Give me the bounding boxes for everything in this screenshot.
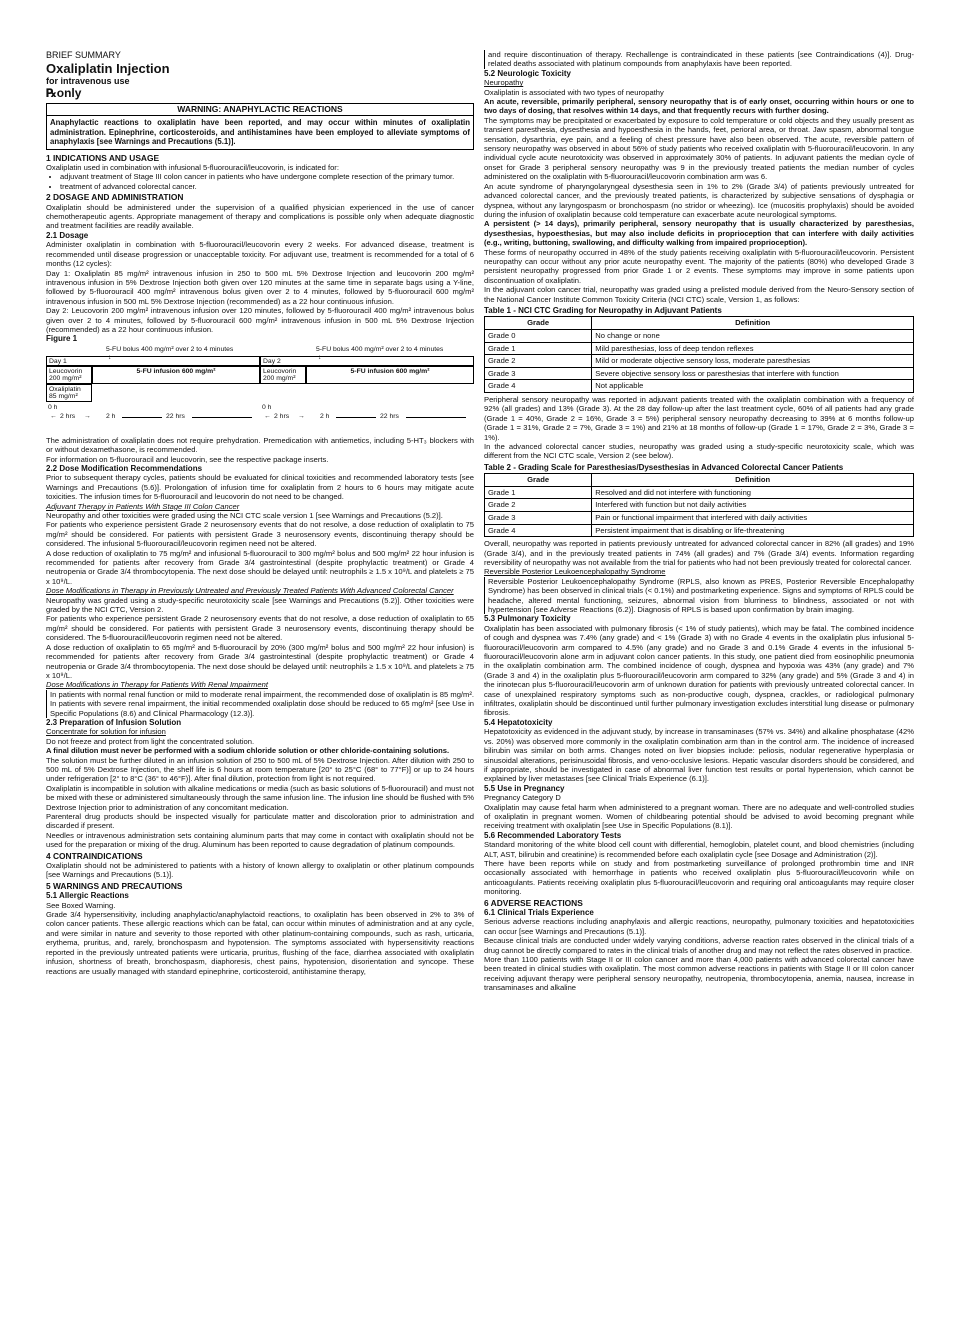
- paragraph: Reversible Posterior Leukoencephalopathy Syndrome (RPLS, also known as PRES, Posterior Reversible Encephalopathy Syndrome) has been observed in clinical trials (< 0.1%) and postmarketing experience. Signs and symptoms of RPLS could be headache, altered mental functioning, seizures, abnormal vision from blurriness to blindness, associated or not with hypertension [see Adverse Reactions (6.2)]. Diagnosis of RPLS is based upon confirmation by brain imaging.: [484, 577, 914, 615]
- leucovorin-cell: Leucovorin 200 mg/m²: [260, 366, 306, 384]
- paragraph: Standard monitoring of the white blood cell count with differential, hemoglobin, platelet count, and blood chemistries (including ALT, AST, bilirubin and creatinine) is recommended before each oxaliplatin cycle [see Dosage and Administration (2)].: [484, 840, 914, 859]
- right-column: [484, 50, 914, 993]
- boxed-warning-title: WARNING: ANAPHYLACTIC REACTIONS: [47, 104, 473, 116]
- paragraph: Oxaliplatin may cause fetal harm when administered to a pregnant woman. There are no adequate and well-controlled studies of oxaliplatin in pregnant women. Women of childbearing potential should be advised to avoid becoming pregnant while receiving treatment with oxaliplatin [see Use in Specific Populations (8.1)].: [484, 802, 914, 831]
- column-header: Grade: [485, 317, 592, 330]
- section-heading: 6 ADVERSE REACTIONS: [484, 897, 583, 908]
- paragraph: Parenteral drug products should be inspected visually for particulate matter and discoloration prior to administration and discarded if present.: [46, 812, 474, 831]
- arrow-right-icon: →: [298, 412, 305, 420]
- day1-label: Day 1: [49, 357, 67, 365]
- paragraph-bold: A persistent (> 14 days), primarily peripheral, sensory neuropathy that is usually characterized by paresthesias, dysesthesias, hypoesthesias, but may also include deficits in proprioception that can interfere with daily activities (e.g., writing, buttoning, swallowing, and difficulty walking from impaired proprioception).: [484, 219, 914, 248]
- grade-cell: Grade 4: [485, 380, 592, 393]
- paragraph: Overall, neuropathy was reported in patients previously untreated for advanced colorectal cancer in 82% (all grades) and 19% (Grade 3/4), and in the previously treated patients in 74% (all grades) and 7% (Grade 3/4) events. Information regarding reversibility of neuropathy was not available from the trial for patients who had not been previously treated for colorectal cancer.: [484, 539, 914, 567]
- leucovorin-cell: Leucovorin 200 mg/m²: [46, 366, 92, 384]
- dosing-schedule-figure: [46, 346, 474, 434]
- table-row: [485, 486, 914, 499]
- definition-cell: Persistent impairment that is disabling or life-threatening: [592, 524, 914, 537]
- definition-cell: Severe objective sensory loss or paresthesias that interfere with function: [592, 367, 914, 380]
- paragraph: A dose reduction of oxaliplatin to 65 mg/m² and 5-fluorouracil by 20% (300 mg/m² bolus and 500 mg/m² 22 hour infusion) is recommended for patients after recovery from Grade 3/4 gastrointestinal (despite prophylactic treatment) or Grade 4 neutropenia or Grade 3/4 thrombocytopenia. The next dose should be delayed until: neutrophils ≥ 1.5 x 10⁹/L and platelets ≥ 75 x 10⁹/L.: [46, 642, 474, 680]
- paragraph: Oxaliplatin has been associated with pulmonary fibrosis (< 1% of study patients), which may be fatal. The combined incidence of cough and dyspnea was 7.4% (any grade) and < 1% (Grade 3) with no Grade 4 events in the oxaliplatin plus infusional 5-fluorouracil/leucovorin arm compared to 4.5% (any grade) and no Grade 3 and 0.1% Grade 4 events in the infusional 5-fluorouracil/leucovorin alone arm in adjuvant colon cancer patients. In this study, one patient died from eosinophilic pneumonia in the oxaliplatin combination arm. The combined incidence of cough, dyspnea and hypoxia was 43% (any grade) and 7% (Grade 3 and 4) in the oxaliplatin plus 5-fluorouracil/leucovorin arm compared to 32% (any grade) and 5% (Grade 3 and 4) in the irinotecan plus 5-fluorouracil/leucovorin arm of unknown duration for patients with previously untreated colorectal cancer. In case of unexplained respiratory symptoms such as non-productive cough, dyspnea, crackles, or radiological pulmonary infiltrates, oxaliplatin should be discontinued until further pulmonary investigation excludes interstitial lung disease or pulmonary fibrosis.: [484, 623, 914, 718]
- subsection-heading: 5.3 Pulmonary Toxicity: [484, 614, 571, 624]
- grade-cell: Grade 3: [485, 511, 592, 524]
- paragraph: Day 1: Oxaliplatin 85 mg/m² intravenous infusion in 250 to 500 mL 5% Dextrose Injection and leucovorin 200 mg/m² intravenous infusion in 5% Dextrose Injection both given over 120 minutes at the same time in separate bags using a Y-line, followed by 5-fluorouracil 400 mg/m² intravenous bolus given over 2 to 4 minutes, followed by 5-fluorouracil 600 mg/m² intravenous infusion in 500 mL 5% Dextrose Injection (recommended) as a 22 hour continuous infusion.: [46, 268, 474, 306]
- boxed-warning-text: Anaphylactic reactions to oxaliplatin have been reported, and may occur within minutes of oxaliplatin administration. Epinephrine, corticosteroids, and antihistamines have been employed to alleviate symptoms of anaphylaxis [see Warnings and Precautions (5.1)].: [50, 118, 470, 147]
- paragraph: These forms of neuropathy occurred in 48% of the study patients receiving oxaliplatin with 5-fluorouracil/leucovorin. Persistent neuropathy can occur without any prior acute neuropathy event. The majority of the patients (80%) who developed Grade 3 persistent neuropathy progressed from prior Grade 1 or 2 events. These symptoms may improve in some patients upon discontinuation of oxaliplatin.: [484, 247, 914, 285]
- oxaliplatin-cell: Oxaliplatin 85 mg/m²: [46, 384, 92, 402]
- paragraph: The solution must be further diluted in an infusion solution of 250 to 500 mL of 5% Dextrose Injection. After dilution with 250 to 500 mL of 5% Dextrose Injection, the shelf life is 6 hours at room temperature [20° to 25°C (68° to 77°F)] or up to 24 hours under refrigeration [2° to 8°C (36° to 46°F)]. After final dilution, protection from light is not required.: [46, 755, 474, 784]
- day2-label: Day 2: [263, 357, 281, 365]
- grade-cell: Grade 1: [485, 342, 592, 355]
- paragraph: A dose reduction of oxaliplatin to 75 mg/m² and infusional 5-fluorouracil to 300 mg/m² bolus and 500 mg/m² 22 hour infusion is recommended for patients after recovery from Grade 3/4 gastrointestinal (despite prophylactic treatment) or Grade 4 neutropenia or Grade 3/4 thrombocytopenia. The next dose should be delayed until: neutrophils ≥ 1.5 x 10⁹/L and platelets ≥ 75 x 10⁹/L.: [46, 548, 474, 586]
- paragraph: Oxaliplatin is incompatible in solution with alkaline medications or media (such as basic solutions of 5-fluorouracil) and must not be mixed with these or administered simultaneously through the same infusion line. The infusion line should be flushed with 5% Dextrose Injection prior to administration of any concomitant medication.: [46, 783, 474, 812]
- column-header: Definition: [592, 317, 914, 330]
- duration-label: 2 hrs: [60, 412, 76, 420]
- paragraph: Oxaliplatin should be administered under the supervision of a qualified physician experienced in the use of cancer chemotherapeutic agents. Appropriate management of therapy and complications is possible only when adequate diagnostic and treatment facilities are readily available.: [46, 202, 474, 231]
- table-header-row: [485, 317, 914, 330]
- table-row: [485, 367, 914, 380]
- subsection-heading: 2.2 Dose Modification Recommendations: [46, 463, 203, 473]
- section-heading: 1 INDICATIONS AND USAGE: [46, 152, 160, 163]
- boxed-warning: [46, 103, 474, 150]
- paragraph: There have been reports while on study and from postmarketing surveillance of prolonged prothrombin time and INR occasionally associated with hemorrhage in patients who received oxaliplatin plus 5-fluorouracil/leucovorin while on anticoagulants. Patients receiving oxaliplatin plus 5-fluorouracil/leucovorin and requiring oral anticoagulants may require closer monitoring.: [484, 858, 914, 897]
- paragraph: Serious adverse reactions including anaphylaxis and allergic reactions, neuropathy, pulmonary toxicities and hepatotoxicities can occur [see Warnings and Precautions (5.1)].: [484, 917, 914, 936]
- indications-list: [46, 172, 474, 191]
- paragraph: See Boxed Warning.: [46, 900, 116, 910]
- time-zero: 0 h: [48, 403, 58, 411]
- subheading-underlined: Neuropathy: [484, 78, 524, 88]
- paragraph: Oxaliplatin used in combination with infusional 5-fluorouracil/leucovorin, is indicated for:: [46, 163, 339, 173]
- grade-cell: Grade 0: [485, 329, 592, 342]
- subsection-heading: 2.1 Dosage: [46, 230, 89, 240]
- paragraph: Grade 3/4 hypersensitivity, including anaphylactic/anaphylactoid reactions, to oxaliplatin has been observed in 2% to 3% of colon cancer patients. These allergic reactions which can be fatal, can occur within minutes of administration and at any cycle, and were similar in nature and severity to those reported with other platinum-containing compounds, such as rash, urticaria, erythema, pruritus, and, rarely, bronchospasm and hypotension. The symptoms associated with hypersensitivity reactions reported in the previously untreated patients were urticaria, pruritus, flushing of the face, diarrhea associated with oxaliplatin infusion, shortness of breath, bronchospasm, diaphoresis, chest pains, hypotension, disorientation and syncope. These reactions are usually managed with standard epinephrine, corticosteroid, antihistamine therapy,: [46, 910, 474, 976]
- timeline-line: [406, 417, 466, 418]
- paragraph: Peripheral sensory neuropathy was reported in adjuvant patients treated with the oxaliplatin combination with a frequency of 92% (all grades) and 13% (Grade 3). At the 28 day follow-up after the last treatment cycle, 60% of all patients had any grade (Grade 1 = 40%, Grade 2 = 16%, Grade 3 = 5%) peripheral sensory neuropathy decreasing to 39% at 6 months follow-up (Grade 1 = 31%, Grade 2 = 7%, Grade 3 = 1%) and 21% at 18 months of follow-up (Grade 1 = 17%, Grade 2 = 3%, Grade 3 = 1%).: [484, 394, 914, 442]
- section-heading: 2 DOSAGE AND ADMINISTRATION: [46, 192, 184, 203]
- day2-header: [260, 353, 474, 366]
- subsection-heading: 5.6 Recommended Laboratory Tests: [484, 830, 622, 840]
- grade-cell: Grade 3: [485, 367, 592, 380]
- paragraph: Needles or intravenous administration sets containing aluminum parts that may come in contact with oxaliplatin should not be used for the preparation or mixing of the drug. Aluminum has been reported to cause degradation of platinum compounds.: [46, 830, 474, 850]
- paragraph: Do not freeze and protect from light the concentrated solution.: [46, 736, 255, 746]
- subheading-underlined: Adjuvant Therapy in Patients With Stage III Colon Cancer: [46, 501, 240, 511]
- table-row: [485, 524, 914, 537]
- list-item: • treatment of advanced colorectal cancer.: [60, 182, 474, 191]
- definition-cell: Pain or functional impairment that interfered with daily activities: [592, 511, 914, 524]
- duration-label: 22 hrs: [380, 412, 399, 420]
- table2-title: Table 2 - Grading Scale for Paresthesias/Dysesthesias in Advanced Colorectal Cancer Patients: [484, 462, 844, 472]
- grade-cell: Grade 4: [485, 524, 592, 537]
- timeline-line: [122, 417, 162, 418]
- subsection-heading: 6.1 Clinical Trials Experience: [484, 908, 594, 917]
- paragraph: Pregnancy Category D: [484, 793, 561, 803]
- definition-cell: Interfered with function but not daily activities: [592, 499, 914, 512]
- paragraph: More than 1100 patients with Stage II or III colon cancer and more than 4,000 patients with advanced colorectal cancer have been treated in clinical studies with oxaliplatin. The most common adverse reactions in patients with Stage II or III colon cancer receiving adjuvant therapy were peripheral sensory neuropathy, neutropenia, thrombocytopenia, anemia, nausea, increase in transaminases and alkaline: [484, 955, 914, 993]
- paragraph: Because clinical trials are conducted under widely varying conditions, adverse reaction rates observed in the clinical trials of a drug cannot be directly compared to rates in the clinical trials of another drug and may not reflect the rates observed in practice.: [484, 936, 914, 955]
- paragraph: For information on 5-fluorouracil and leucovorin, see the respective package inserts.: [46, 454, 329, 464]
- paresthesia-grading-table: [484, 473, 914, 537]
- paragraph: In the advanced colorectal cancer studies, neuropathy was graded using a study-specific neurotoxicity scale, which was different from the NCI CTC scale, Version 2 (see below).: [484, 441, 914, 461]
- paragraph: Administer oxaliplatin in combination with 5-fluorouracil/leucovorin every 2 weeks. For advanced disease, treatment is recommended until disease progression or unacceptable toxicity. For adjuvant use, treatment is recommended for a total of 6 months (12 cycles):: [46, 240, 474, 269]
- grade-cell: Grade 2: [485, 499, 592, 512]
- definition-cell: Not applicable: [592, 380, 914, 393]
- subsection-heading: 2.3 Preparation of Infusion Solution: [46, 717, 182, 727]
- grade-cell: Grade 2: [485, 355, 592, 368]
- paragraph: For patients who experience persistent Grade 2 neurosensory events that do not resolve, a dose reduction of oxaliplatin to 65 mg/m² should be considered. For patients with persistent Grade 3 neurosensory events, discontinuing therapy should be considered. The 5-fluorouracil/leucovorin regimen need not be altered.: [46, 614, 474, 643]
- definition-cell: No change or none: [592, 329, 914, 342]
- paragraph: For patients who experience persistent Grade 2 neurosensory events that do not resolve, a dose reduction of oxaliplatin to 75 mg/m² should be considered. For patients with persistent Grade 3 neurosensory events, discontinuing therapy should be considered. The infusional 5-fluorouracil/leucovorin regimen need not be altered.: [46, 520, 474, 549]
- drug-title: Oxaliplatin Injection: [46, 61, 170, 76]
- timeline-line: [336, 417, 376, 418]
- paragraph: and require discontinuation of therapy. Rechallenge is contraindicated in these patients [see Contraindications (4)]. Drug-related deaths associated with platinum compounds from anaphylaxis have been reported.: [484, 50, 914, 69]
- arrow-down-icon: ↓: [318, 353, 322, 361]
- bolus-label: 5-FU bolus 400 mg/m² over 2 to 4 minutes: [106, 345, 234, 353]
- paragraph: Oxaliplatin is associated with two types of neuropathy: [484, 87, 664, 97]
- definition-cell: Mild or moderate objective sensory loss, moderate paresthesias: [592, 355, 914, 368]
- section-heading: 4 CONTRAINDICATIONS: [46, 850, 143, 861]
- subsection-heading: 5.4 Hepatotoxicity: [484, 717, 553, 727]
- definition-cell: Mild paresthesias, loss of deep tendon reflexes: [592, 342, 914, 355]
- subsection-heading: 5.2 Neurologic Toxicity: [484, 68, 571, 78]
- paragraph: Prior to subsequent therapy cycles, patients should be evaluated for clinical toxicities and recommended laboratory tests [see Warnings and Precautions (5.6)]. Prolongation of infusion time for oxaliplatin from 2 hours to 6 hours may mitigate acute toxicities. The infusion times for 5-fluorouracil and leucovorin do not need to be changed.: [46, 473, 474, 502]
- table-row: [485, 329, 914, 342]
- arrow-down-icon: ↓: [108, 353, 112, 361]
- subheading-underlined: Dose Modifications in Therapy for Patients With Renal Impairment: [46, 680, 268, 690]
- neuropathy-grading-table: [484, 316, 914, 393]
- paragraph: In the adjuvant colon cancer trial, neuropathy was graded using a prelisted module derived from the Neuro-Sensory section of the National Cancer Institute Common Toxicity Criteria (NCI CTC) scale, Version 1, as follows:: [484, 285, 914, 304]
- arrow-right-icon: →: [84, 412, 91, 420]
- bolus-label: 5-FU bolus 400 mg/m² over 2 to 4 minutes: [316, 345, 444, 353]
- rx-only: ℞only: [46, 86, 82, 100]
- table-row: [485, 380, 914, 393]
- infusion-cell: 5-FU infusion 600 mg/m²: [306, 366, 474, 384]
- table-row: [485, 342, 914, 355]
- table-row: [485, 355, 914, 368]
- table-row: [485, 499, 914, 512]
- paragraph: In patients with normal renal function or mild to moderate renal impairment, the recommended dose of oxaliplatin is 85 mg/m². In patients with severe renal impairment, the initial recommended oxaliplatin dose should be reduced to 65 mg/m² [see Use in Specific Populations (8.6) and Clinical Pharmacology (12.3)].: [46, 690, 474, 718]
- paragraph-bold: An acute, reversible, primarily peripheral, sensory neuropathy that is of early onset, occurring within hours or one to two days of dosing, that resolves within 14 days, and that frequently recurs with further dosing.: [484, 97, 914, 116]
- table-header-row: [485, 474, 914, 487]
- subsection-heading: 5.5 Use in Pregnancy: [484, 783, 565, 793]
- definition-cell: Resolved and did not interfere with functioning: [592, 486, 914, 499]
- subsection-heading: 5.1 Allergic Reactions: [46, 891, 129, 901]
- duration-label: 2 hrs: [274, 412, 290, 420]
- time-label: 2 h: [320, 412, 330, 420]
- arrow-left-icon: ←: [50, 412, 57, 420]
- time-zero: 0 h: [262, 403, 272, 411]
- paragraph-bold: A final dilution must never be performed with a sodium chloride solution or other chloride-containing solutions.: [46, 746, 450, 756]
- duration-label: 22 hrs: [166, 412, 185, 420]
- paragraph: The symptoms may be precipitated or exacerbated by exposure to cold temperature or cold objects and they usually present as transient paresthesia, dysesthesia and hypoesthesia in the hands, feet, perioral area, or throat. Jaw spasm, abnormal tongue sensation, dysarthria, eye pain, and a feeling of chest pressure have also been observed. The acute, reversible pattern of sensory neuropathy was observed in about 56% of study patients who received oxaliplatin with 5-fluorouracil/leucovorin. In any individual cycle acute neurotoxicity was observed in approximately 30% of patients. In adjuvant patients the median cycle of onset for Grade 3 peripheral sensory neuropathy was 9 in the previously treated patients the median number of cycles administered on the oxaliplatin with 5-fluorouracil/leucovorin combination arm was 6.: [484, 115, 914, 182]
- paragraph: Neuropathy was graded using a study-specific neurotoxicity scale [see Warnings and Precautions (5.2)]. Other toxicities were graded by the NCI CTC, Version 2.: [46, 595, 474, 615]
- brief-summary-label: BRIEF SUMMARY: [46, 50, 121, 60]
- left-column: [46, 50, 474, 976]
- table-row: [485, 511, 914, 524]
- column-header: Definition: [592, 474, 914, 487]
- list-item: • adjuvant treatment of Stage III colon cancer in patients who have undergone complete resection of the primary tumor.: [60, 172, 474, 181]
- subheading-underlined: Reversible Posterior Leukoencephalopathy Syndrome: [484, 567, 666, 577]
- paragraph: Day 2: Leucovorin 200 mg/m² intravenous infusion over 120 minutes, followed by 5-fluorouracil 400 mg/m² intravenous bolus given over 2 to 4 minutes, followed by 5-fluorouracil 600 mg/m² intravenous infusion in 500 mL 5% Dextrose Injection (recommended) as a 22 hour continuous infusion.: [46, 306, 474, 334]
- day1-header: [46, 353, 260, 366]
- paragraph: The administration of oxaliplatin does not require prehydration. Premedication with antiemetics, including 5-HT₃ blockers with or without dexamethasone, is recommended.: [46, 435, 474, 455]
- arrow-left-icon: ←: [264, 412, 271, 420]
- table1-title: Table 1 - NCI CTC Grading for Neuropathy in Adjuvant Patients: [484, 305, 722, 315]
- paragraph: An acute syndrome of pharyngolaryngeal dysesthesia seen in 1% to 2% (Grade 3/4) of patients previously untreated for advanced colorectal cancer, and the previously treated patients, is characterized by subjective sensations of dysphagia or dyspnea, without any laryngospasm or bronchospasm (no stridor or wheezing). Ice (mucositis prophylaxis) should be avoided during the infusion of oxaliplatin because cold temperature can exacerbate acute neurological symptoms.: [484, 181, 914, 219]
- grade-cell: Grade 1: [485, 486, 592, 499]
- drug-subtitle: for intravenous use: [46, 76, 130, 86]
- subheading-underlined: Dose Modifications in Therapy in Previously Untreated and Previously Treated Patients With Advanced Colorectal Cancer: [46, 586, 454, 596]
- paragraph: Oxaliplatin should not be administered to patients with a history of known allergy to oxaliplatin or other platinum compounds [see Warnings and Precautions (5.1)].: [46, 861, 474, 880]
- paragraph: Hepatotoxicity as evidenced in the adjuvant study, by increase in transaminases (57% vs. 34%) and alkaline phosphatase (42% vs. 20%) was observed more commonly in the oxaliplatin combination arm than in the control arm. The incidence of increased bilirubin was similar on both arms. Changes noted on liver biopsies include: peliosis, nodular regenerative hyperplasia or sinusoidal alterations, perisinusoidal fibrosis, and veno-occlusive lesions. Hepatic vascular disorders should be considered, and if appropriate, should be investigated in case of abnormal liver function test results or portal hypertension, which cannot be explained by liver metastases [see Clinical Trials Experience (6.1)].: [484, 727, 914, 784]
- paragraph: Neuropathy and other toxicities were graded using the NCI CTC scale version 1 [see Warnings and Precautions (5.2)].: [46, 511, 443, 520]
- subheading-underlined: Concentrate for solution for infusion: [46, 727, 166, 737]
- infusion-cell: 5-FU infusion 600 mg/m²: [92, 366, 260, 384]
- timeline-line: [192, 417, 252, 418]
- column-header: Grade: [485, 474, 592, 487]
- time-label: 2 h: [106, 412, 116, 420]
- section-heading: 5 WARNINGS AND PRECAUTIONS: [46, 880, 183, 891]
- figure-title: Figure 1: [46, 334, 78, 344]
